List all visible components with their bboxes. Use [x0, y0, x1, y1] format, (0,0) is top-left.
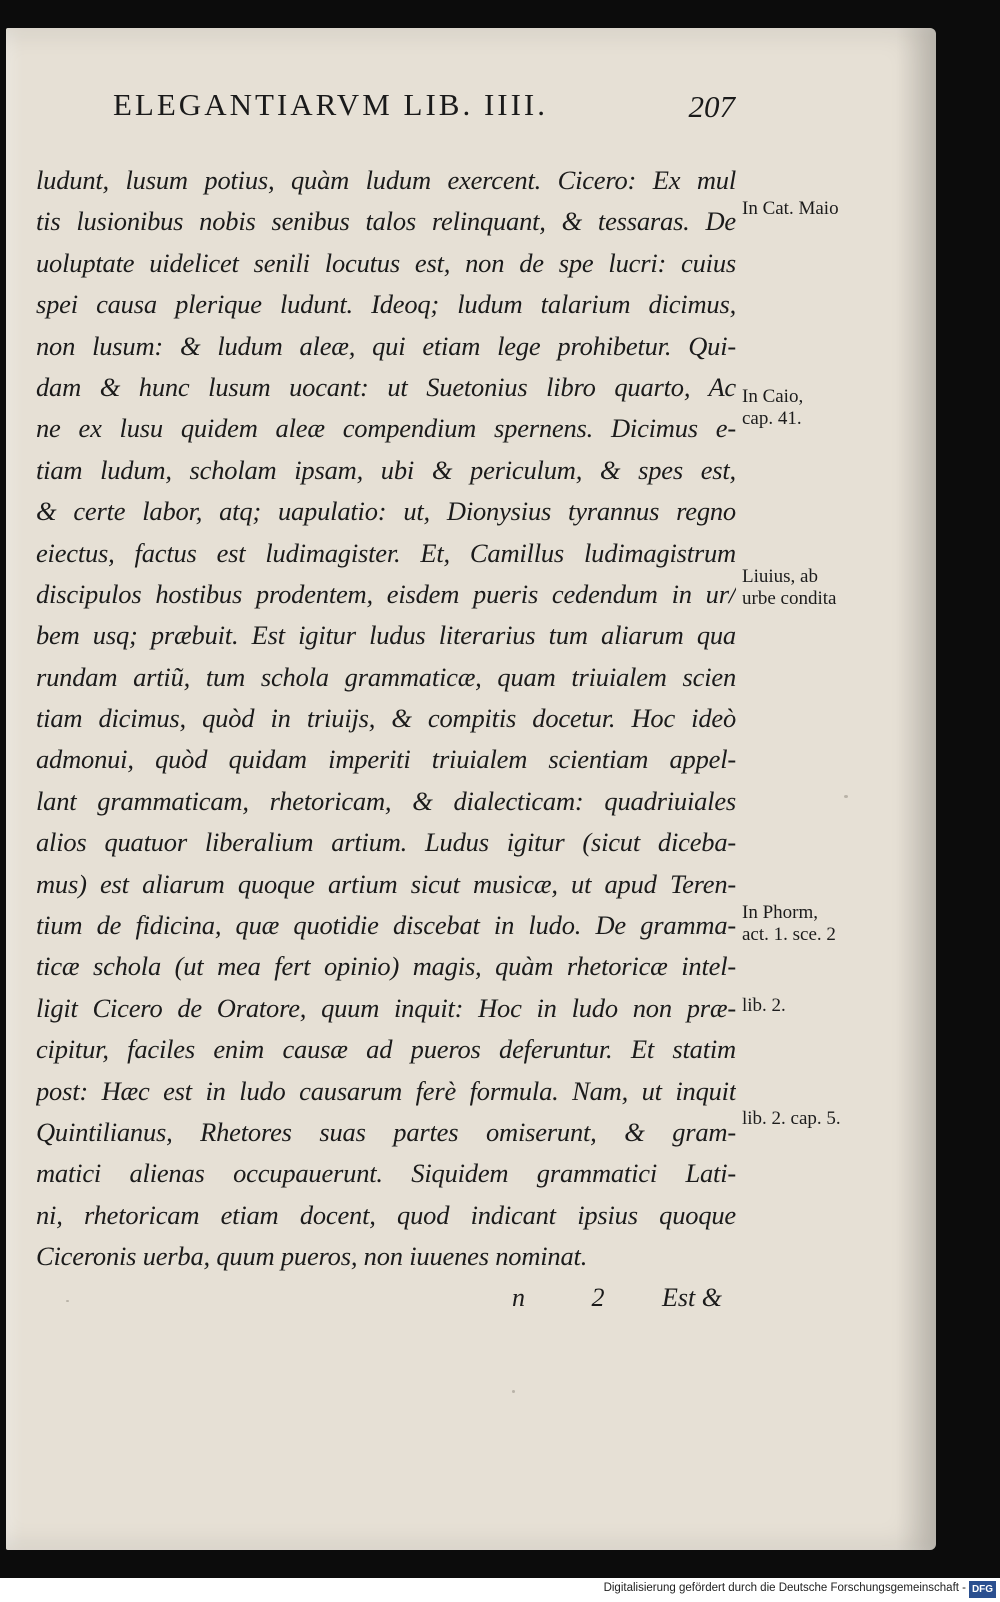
text-line: Ciceronis uerba, quum pueros, non iuuenes nominat.	[36, 1241, 588, 1272]
text-line: non lusum: & ludum aleæ, qui etiam lege prohibetur. Qui-	[36, 330, 736, 361]
text-line: post: Hæc est in ludo causarum ferè formula. Nam, ut inquit	[36, 1075, 736, 1106]
text-line: ligit Cicero de Oratore, quum inquit: Hoc in ludo non præ-	[36, 992, 736, 1023]
text-line: bem usq; præbuit. Est igitur ludus literarius tum aliarum qua	[36, 620, 736, 651]
text-line: mus) est aliarum quoque artium sicut musicæ, ut apud Teren-	[36, 868, 736, 899]
running-head	[95, 85, 735, 135]
paper-speck	[844, 795, 848, 798]
paper-speck	[66, 1300, 69, 1302]
text-line: rundam artiũ, tum schola grammaticæ, quam triuialem scien	[36, 661, 736, 692]
digitization-footer	[0, 1578, 1000, 1602]
text-line: ne ex lusu quidem aleæ compendium spernens. Dicimus e-	[36, 413, 736, 444]
marginal-note-cato: In Cat. Maio	[742, 198, 839, 219]
text-line: dam & hunc lusum uocant: ut Suetonius libro quarto, Ac	[36, 371, 736, 402]
text-line: & certe labor, atq; uapulatio: ut, Dionysius tyrannus regno	[36, 496, 736, 527]
paper-speck	[512, 1390, 515, 1393]
marginal-note-livius: Liuius, ab urbe condita	[742, 566, 837, 609]
marginal-note-cicero: lib. 2.	[742, 995, 786, 1016]
page-number: 207	[688, 89, 735, 124]
text-line: discipulos hostibus prodentem, eisdem pueris cedendum in ur/	[36, 578, 736, 609]
text-line: admonui, quòd quidam imperiti triuialem scientiam appel-	[36, 744, 736, 775]
dfg-logo: DFG	[969, 1581, 996, 1598]
marginal-note-suetonius: In Caio, cap. 41.	[742, 386, 804, 429]
marginal-note-quintilian: lib. 2. cap. 5.	[742, 1108, 841, 1129]
funding-credit: Digitalisierung gefördert durch die Deutsche Forschungsgemeinschaft -	[603, 1582, 966, 1594]
text-line: ni, rhetoricam etiam docent, quod indicant ipsius quoque	[36, 1199, 736, 1230]
text-line: matici alienas occupauerunt. Siquidem grammatici Lati-	[36, 1158, 736, 1189]
text-line: tiam dicimus, quòd in triuijs, & compitis docetur. Hoc ideò	[36, 703, 736, 734]
text-line: ticæ schola (ut mea fert opinio) magis, quàm rhetoricæ intel-	[36, 951, 736, 982]
text-line: eiectus, factus est ludimagister. Et, Camillus ludimagistrum	[36, 537, 736, 568]
signature-mark: n 2	[512, 1283, 635, 1312]
text-line: alios quatuor liberalium artium. Ludus igitur (sicut diceba-	[36, 827, 736, 858]
text-line: spei causa plerique ludunt. Ideoq; ludum talarium dicimus,	[36, 289, 736, 320]
text-line: tis lusionibus nobis senibus talos relinquant, & tessaras. De	[36, 206, 736, 237]
text-line: cipitur, faciles enim causæ ad pueros deferuntur. Et statim	[36, 1034, 736, 1065]
catchword: Est &	[662, 1283, 722, 1312]
marginal-note-terence: In Phorm, act. 1. sce. 2	[742, 902, 836, 945]
running-head-title: ELEGANTIARVM LIB. IIII.	[113, 87, 548, 122]
text-line: tiam ludum, scholam ipsam, ubi & periculum, & spes est,	[36, 454, 736, 485]
text-line: Quintilianus, Rhetores suas partes omiserunt, & gram-	[36, 1116, 736, 1147]
text-line: uoluptate uidelicet senili locutus est, non de spe lucri: cuius	[36, 247, 736, 278]
page-edge-shadow	[896, 28, 936, 1550]
text-line: tium de fidicina, quæ quotidie discebat in ludo. De gramma-	[36, 910, 736, 941]
main-text-block	[36, 160, 736, 1278]
text-line: ludunt, lusum potius, quàm ludum exercent. Cicero: Ex mul	[36, 165, 736, 195]
text-line: lant grammaticam, rhetoricam, & dialecticam: quadriuiales	[36, 785, 736, 816]
